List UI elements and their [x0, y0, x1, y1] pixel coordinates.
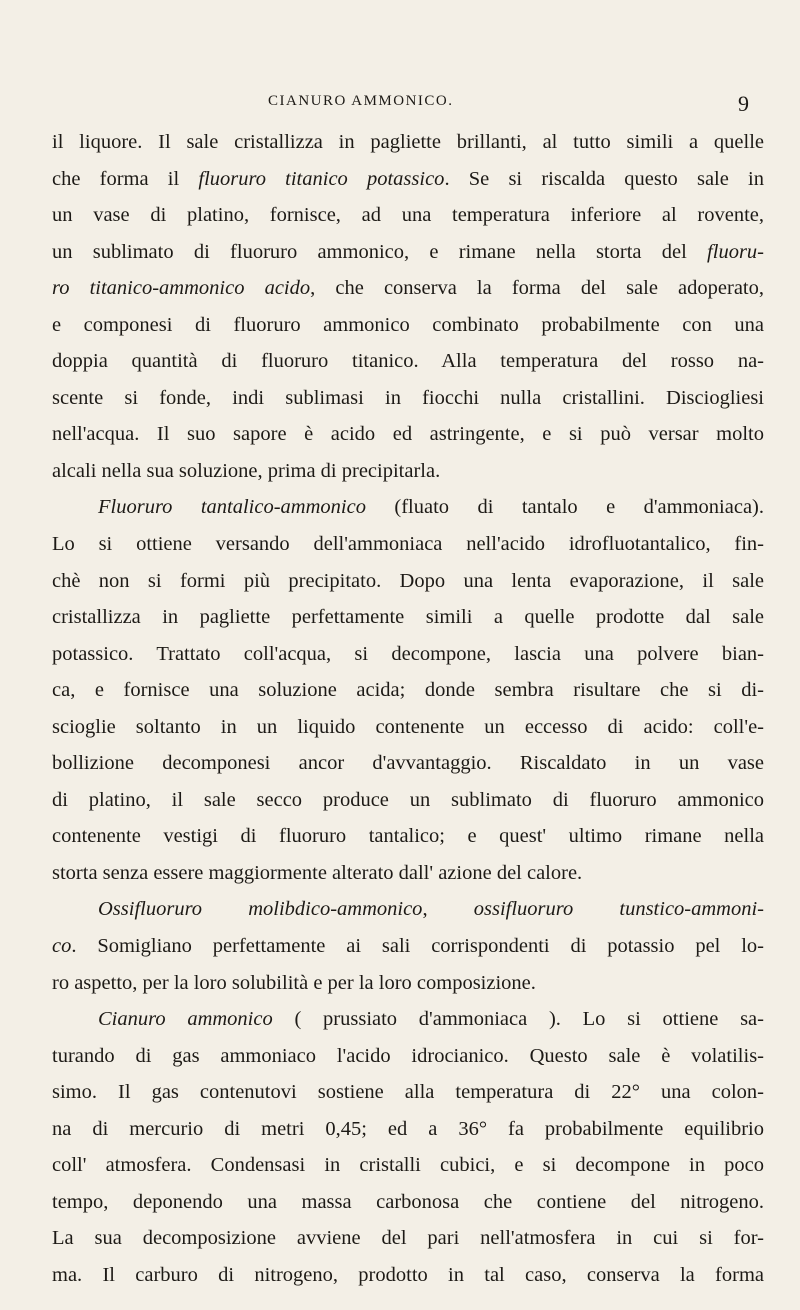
- text-run: ( prussiato d'ammoniaca ). Lo si ottiene sa-: [272, 1008, 764, 1031]
- text-line: scente si fonde, indi sublimasi in fiocchi nulla cristallini. Disciogliesi: [52, 386, 764, 409]
- text-line: storta senza essere maggiormente alterato dall' azione del calore.: [52, 861, 583, 884]
- text-line: La sua decomposizione avviene del pari nell'atmosfera in cui si for-: [52, 1227, 764, 1250]
- text-line: [52, 489, 764, 526]
- text-run: . Se si riscalda questo sale in: [444, 167, 764, 190]
- italic-term: fluoru-: [707, 240, 764, 263]
- text-line: scioglie soltanto in un liquido contenente un eccesso di acido: coll'e-: [52, 715, 764, 738]
- italic-term: ossifluoruro tunstico-ammoni-: [473, 898, 764, 921]
- text-line: coll' atmosfera. Condensasi in cristalli cubici, e si decompone in poco: [52, 1154, 764, 1177]
- text-line: di platino, il sale secco produce un sublimato di fluoruro ammonico: [52, 788, 764, 811]
- text-run: ,: [422, 898, 474, 921]
- text-line: [52, 161, 764, 198]
- text-run: . Somigliano perfettamente ai sali corrispondenti di potassio pel lo-: [71, 935, 764, 958]
- text-run: , che conserva la forma del sale adoperato,: [310, 277, 764, 300]
- text-line: [52, 1001, 764, 1038]
- italic-term: ro titanico-ammonico acido: [52, 277, 311, 300]
- text-line: bollizione decomponesi ancor d'avvantaggio. Riscaldato in un vase: [52, 752, 764, 775]
- text-line: na di mercurio di metri 0,45; ed a 36° fa probabilmente equilibrio: [52, 1117, 764, 1140]
- text-line: doppia quantità di fluoruro titanico. Alla temperatura del rosso na-: [52, 350, 764, 373]
- italic-term: Ossifluoruro molibdico-ammonico: [98, 898, 423, 921]
- italic-term: fluoruro titanico potassico: [198, 167, 445, 190]
- running-title: CIANURO AMMONICO.: [268, 93, 454, 109]
- text-line: nell'acqua. Il suo sapore è acido ed astringente, e si può versar molto: [52, 423, 764, 446]
- page-number: 9: [738, 91, 749, 116]
- text-line: ma. Il carburo di nitrogeno, prodotto in tal caso, conserva la forma: [52, 1263, 764, 1286]
- italic-term: Cianuro ammonico: [98, 1008, 273, 1031]
- text-run: che forma il: [52, 167, 199, 190]
- text-line: turando di gas ammoniaco l'acido idrocianico. Questo sale è volatilis-: [52, 1044, 764, 1067]
- text-line: tempo, deponendo una massa carbonosa che contiene del nitrogeno.: [52, 1190, 764, 1213]
- italic-term: Fluoruro tantalico-ammonico: [98, 496, 366, 519]
- text-line: ca, e fornisce una soluzione acida; donde sembra risultare che si di-: [52, 679, 764, 702]
- text-line: potassico. Trattato coll'acqua, si decompone, lascia una polvere bian-: [52, 642, 764, 665]
- text-line: [52, 928, 764, 965]
- text-line: [52, 270, 764, 307]
- text-line: Lo si ottiene versando dell'ammoniaca nell'acido idrofluotantalico, fin-: [52, 533, 764, 556]
- text-line: [52, 891, 764, 928]
- text-line: alcali nella sua soluzione, prima di precipitarla.: [52, 459, 441, 482]
- text-line: il liquore. Il sale cristallizza in pagliette brillanti, al tutto simili a quelle: [52, 131, 764, 153]
- text-line: cristallizza in pagliette perfettamente simili a quelle prodotte dal sale: [52, 606, 764, 629]
- body-text: [52, 124, 764, 1294]
- text-line: simo. Il gas contenutovi sostiene alla temperatura di 22° una colon-: [52, 1081, 764, 1104]
- text-line: ro aspetto, per la loro solubilità e per la loro composizione.: [52, 971, 536, 994]
- text-run: un sublimato di fluoruro ammonico, e rimane nella storta del: [52, 240, 708, 263]
- text-line: e componesi di fluoruro ammonico combinato probabilmente con una: [52, 313, 764, 336]
- text-line: chè non si formi più precipitato. Dopo una lenta evaporazione, il sale: [52, 569, 764, 592]
- italic-term: co: [52, 935, 72, 958]
- text-line: contenente vestigi di fluoruro tantalico; e quest' ultimo rimane nella: [52, 825, 764, 848]
- running-head: [0, 93, 800, 117]
- text-run: (fluato di tantalo e d'ammoniaca).: [365, 496, 764, 519]
- text-line: un vase di platino, fornisce, ad una temperatura inferiore al rovente,: [52, 204, 764, 227]
- text-line: [52, 234, 764, 271]
